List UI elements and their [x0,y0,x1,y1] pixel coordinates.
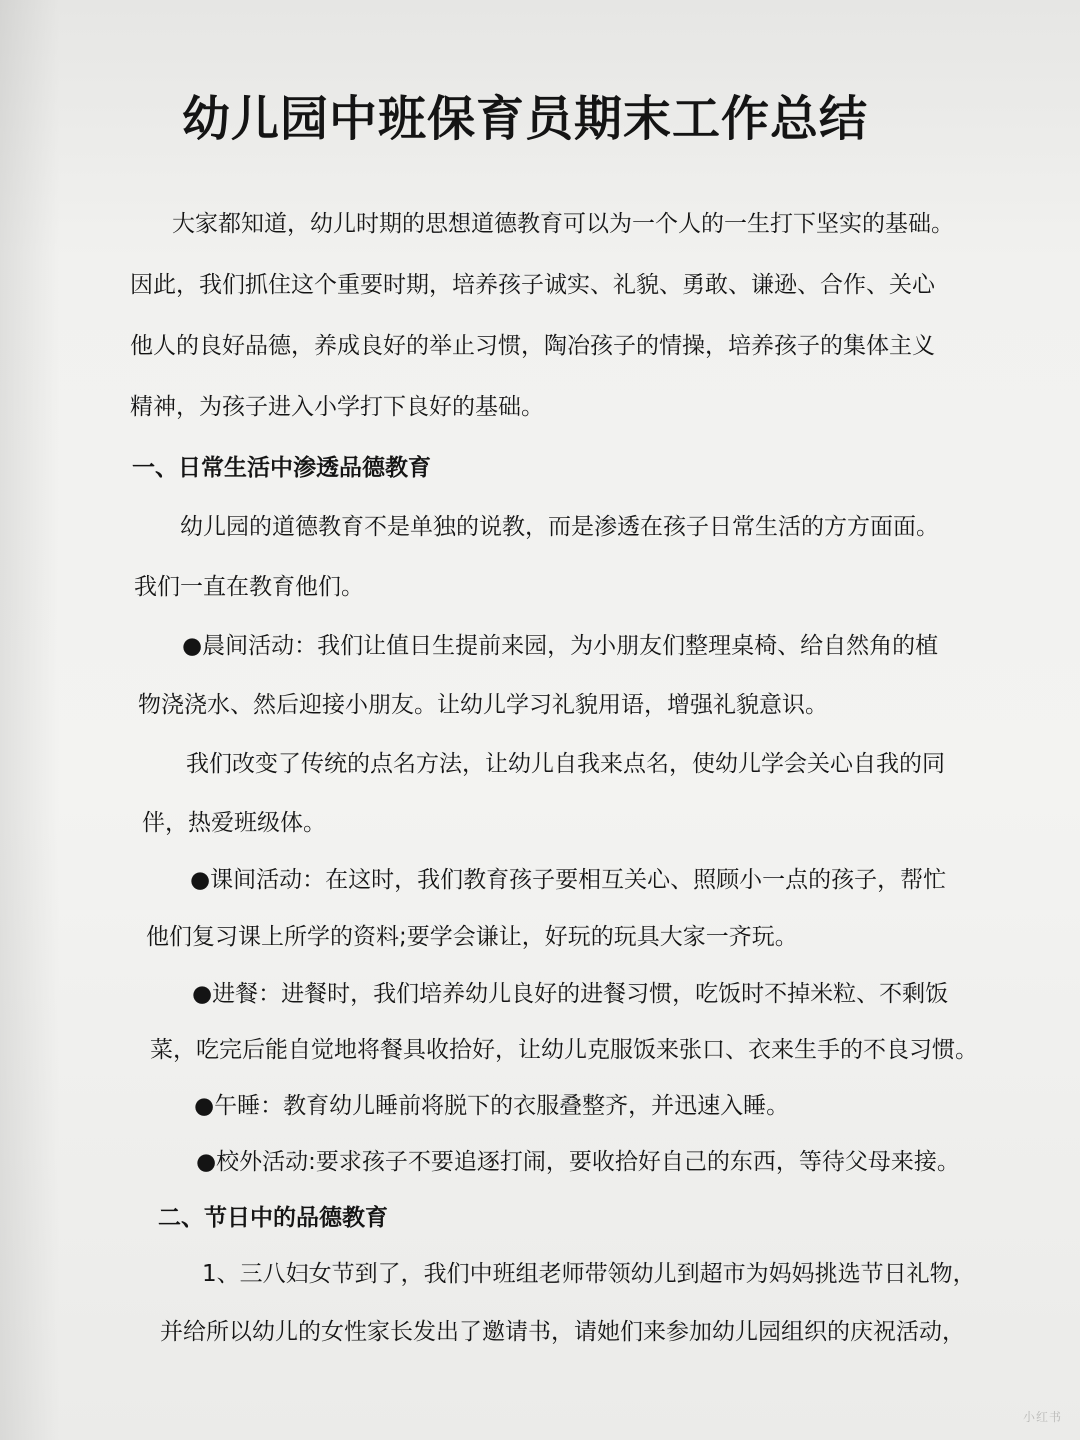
bullet-line: ●午睡：教育幼儿睡前将脱下的衣服叠整齐，并迅速入睡。 [194,1093,790,1119]
paragraph-line: 精神，为孩子进入小学打下良好的基础。 [130,394,544,420]
paragraph-line: 他人的良好品德，养成良好的举止习惯，陶冶孩子的情操，培养孩子的集体主义 [130,333,935,359]
paragraph-line: 物浇浇水、然后迎接小朋友。让幼儿学习礼貌用语，增强礼貌意识。 [138,692,828,718]
watermark: 小红书 [1022,1410,1062,1424]
paragraph-line: 1、三八妇女节到了，我们中班组老师带领幼儿到超市为妈妈挑选节日礼物， [202,1261,976,1287]
paragraph-line: 菜，吃完后能自觉地将餐具收拾好，让幼儿克服饭来张口、衣来生手的不良习惯。 [150,1037,978,1063]
paragraph-line: 我们一直在教育他们。 [134,574,364,600]
bullet-line: ●校外活动:要求孩子不要追逐打闹，要收拾好自己的东西，等待父母来接。 [196,1149,960,1175]
bullet-line: ●课间活动：在这时，我们教育孩子要相互关心、照顾小一点的孩子，帮忙 [190,867,947,893]
paragraph-line: 并给所以幼儿的女性家长发出了邀请书，请她们来参加幼儿园组织的庆祝活动， [160,1319,965,1345]
section-heading: 二、节日中的品德教育 [158,1205,388,1231]
document-title: 幼儿园中班保育员期末工作总结 [181,91,868,147]
bullet-line: ●晨间活动：我们让值日生提前来园，为小朋友们整理桌椅、给自然角的植 [182,633,939,659]
bullet-line: ●进餐：进餐时，我们培养幼儿良好的进餐习惯，吃饭时不掉米粒、不剩饭 [192,981,949,1007]
section-heading: 一、日常生活中渗透品德教育 [132,455,431,481]
paragraph-line: 他们复习课上所学的资料;要学会谦让，好玩的玩具大家一齐玩。 [146,924,798,950]
paragraph-line: 因此，我们抓住这个重要时期，培养孩子诚实、礼貌、勇敢、谦逊、合作、关心 [130,272,935,298]
paragraph-line: 大家都知道，幼儿时期的思想道德教育可以为一个人的一生打下坚实的基础。 [172,211,954,237]
paragraph-line: 幼儿园的道德教育不是单独的说教，而是渗透在孩子日常生活的方方面面。 [180,514,939,540]
page-shadow [0,0,60,1440]
paragraph-line: 我们改变了传统的点名方法，让幼儿自我来点名，使幼儿学会关心自我的同 [186,751,945,777]
paragraph-line: 伴，热爱班级体。 [142,810,326,836]
